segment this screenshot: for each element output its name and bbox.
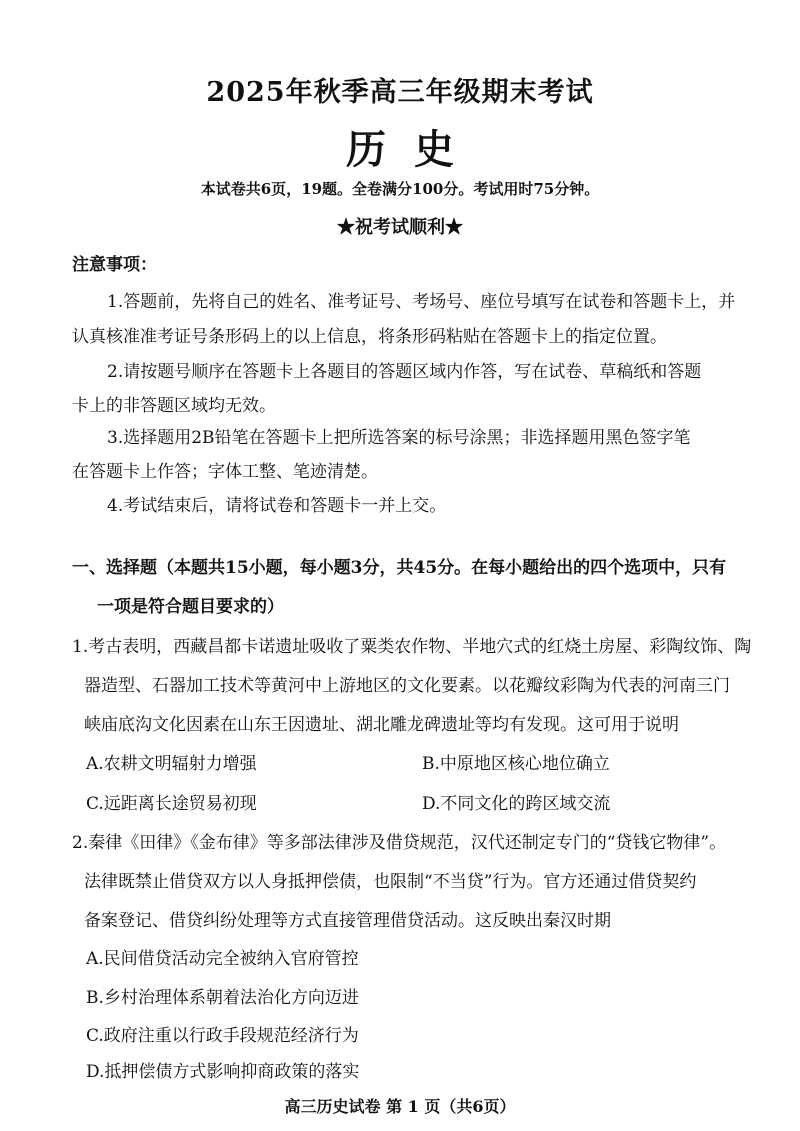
exam-info: 本试卷共6页，19题。全卷满分100分。考试用时75分钟。: [200, 180, 600, 198]
exam-title: 2025年秋季高三年级期末考试: [206, 77, 594, 108]
option-d: D.不同文化的跨区域交流: [422, 794, 611, 814]
note-line: 3.选择题用2B铅笔在答题卡上把所选答案的标号涂黑；非选择题用黑色签字笔: [107, 428, 691, 448]
option-d: D.抵押偿债方式影响抑商政策的落实: [86, 1062, 360, 1082]
notes-heading: 注意事项：: [72, 255, 157, 275]
question-stem-line: 2.秦律《田律》《金布律》等多部法律涉及借贷规范，汉代还制定专门的“贷钱它物律”。: [72, 833, 727, 853]
option-a: A.民间借贷活动完全被纳入官府管控: [86, 949, 359, 969]
blessing-banner: ★祝考试顺利★: [337, 217, 463, 238]
note-line: 4.考试结束后，请将试卷和答题卡一并上交。: [107, 496, 447, 516]
section-heading-line: 一、选择题（本题共15小题，每小题3分，共45分。在每小题给出的四个选项中，只有: [72, 558, 727, 578]
note-line: 卡上的非答题区域均无效。: [72, 396, 276, 416]
note-line: 认真核准准考证号条形码上的以上信息，将条形码粘贴在答题卡上的指定位置。: [72, 327, 667, 347]
question-stem-line: 法律既禁止借贷双方以人身抵押偿债，也限制“不当贷”行为。官方还通过借贷契约: [84, 872, 697, 892]
option-c: C.远距离长途贸易初现: [86, 794, 257, 814]
note-line: 在答题卡上作答；字体工整、笔迹清楚。: [72, 462, 378, 482]
page-footer: 高三历史试卷 第 1 页（共6页）: [284, 1097, 516, 1116]
question-stem-line: 备案登记、借贷纠纷处理等方式直接管理借贷活动。这反映出秦汉时期: [84, 911, 611, 931]
question-stem-line: 峡庙底沟文化因素在山东王因遗址、湖北雕龙碑遗址等均有发现。这可用于说明: [84, 715, 679, 735]
option-b: B.乡村治理体系朝着法治化方向迈进: [86, 988, 359, 1008]
note-line: 2.请按题号顺序在答题卡上各题目的答题区域内作答，写在试卷、草稿纸和答题: [107, 362, 702, 382]
option-a: A.农耕文明辐射力增强: [86, 754, 257, 774]
question-stem-line: 器造型、石器加工技术等黄河中上游地区的文化要素。以花瓣纹彩陶为代表的河南三门: [84, 676, 730, 696]
option-b: B.中原地区核心地位确立: [422, 754, 610, 774]
note-line: 1.答题前，先将自己的姓名、准考证号、考场号、座位号填写在试卷和答题卡上，并: [107, 292, 736, 312]
option-c: C.政府注重以行政手段规范经济行为: [86, 1026, 359, 1046]
section-heading-line: 一项是符合题目要求的）: [97, 597, 284, 617]
question-stem-line: 1.考古表明，西藏昌都卡诺遗址吸收了粟类农作物、半地穴式的红烧土房屋、彩陶纹饰、陶: [72, 637, 752, 657]
subject-title: 历史: [346, 126, 482, 173]
